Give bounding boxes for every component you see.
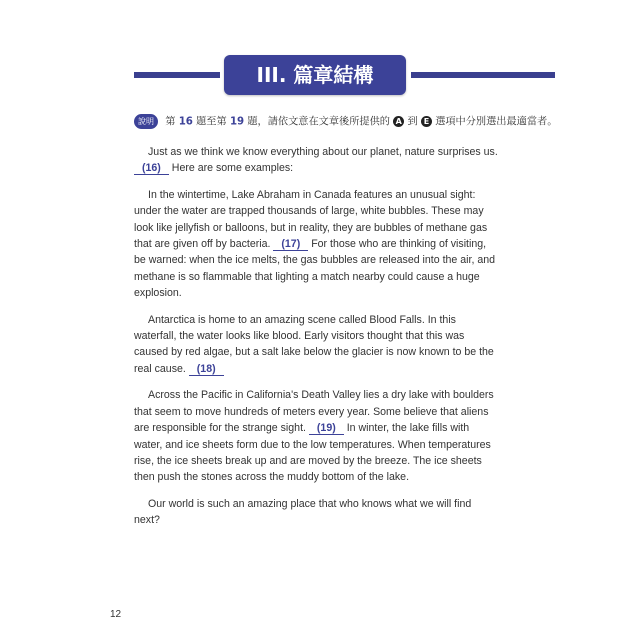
start-question-number: 16 [178,116,193,128]
option-a-icon: A [393,116,404,127]
instruction-text-3: 題，請依文意在文章後所提供的 [247,116,390,128]
paragraph-1-text-a: Just as we think we know everything about our planet, nature surprises us. [148,146,498,158]
option-e-icon: E [421,116,432,127]
end-question-number: 19 [229,116,245,128]
section-title: III. 篇章結構 [224,55,406,95]
blank-19[interactable]: (19) [309,422,344,435]
paragraph-2-text-b: For those who are thinking of visiting, be warned: when the ice melts, the gas bubbles are released into the air, and methane is so flammable that lighting a match nearby could cause a huge explosion. [134,238,496,300]
instruction-text-1: 第 [165,116,176,128]
paragraph-4-text-b: In winter, the lake fills with water, and ice sheets form due to the low temperatures. When temperatures rise, the ice sheets break up and are moved by the breeze. The ice sheets then push the stones across the muddy bottom of the lake. [134,422,491,484]
instruction-badge: 說明 [134,114,158,129]
paragraph-4-text-a: Across the Pacific in California's Death Valley lies a dry lake with boulders that seem to move hundreds of meters every year. Some believe that aliens are responsible for the strange sight. [134,389,494,435]
page-number: 12 [110,609,122,620]
instruction-text-5: 選項中分別選出最適當者。 [435,116,558,128]
paragraph-1-text-b: Here are some examples: [171,162,294,175]
paragraph-4 [134,387,500,485]
header-rule-right [411,72,555,78]
paragraph-2-text-a: In the wintertime, Lake Abraham in Canada features an unusual sight: under the water are trapped thousands of large, white bubbles. These may look like jellyfish or balloons, but in reality, they are bubbles of methane gas that are given off by bacteria. [134,188,488,251]
blank-17[interactable]: (17) [273,238,308,251]
blank-16[interactable]: (16) [134,162,169,175]
paragraph-5-text: Our world is such an amazing place that who knows what we will find next? [134,497,472,527]
paragraph-2 [134,187,500,302]
header-rule-left [134,72,220,78]
paragraph-1 [134,144,500,177]
paragraph-5 [134,496,500,529]
passage [134,144,500,539]
instruction-text-4: 到 [407,116,418,128]
paragraph-3 [134,312,500,378]
instructions [134,114,558,131]
instruction-text-2: 題至第 [196,116,227,128]
paragraph-3-text-a: Antarctica is home to an amazing scene called Blood Falls. In this waterfall, the water looks like blood. Early visitors thought that this was caused by red algae, but a salt lake below the glacier is now known to be the real cause. [134,313,494,375]
blank-18[interactable]: (18) [189,363,224,376]
